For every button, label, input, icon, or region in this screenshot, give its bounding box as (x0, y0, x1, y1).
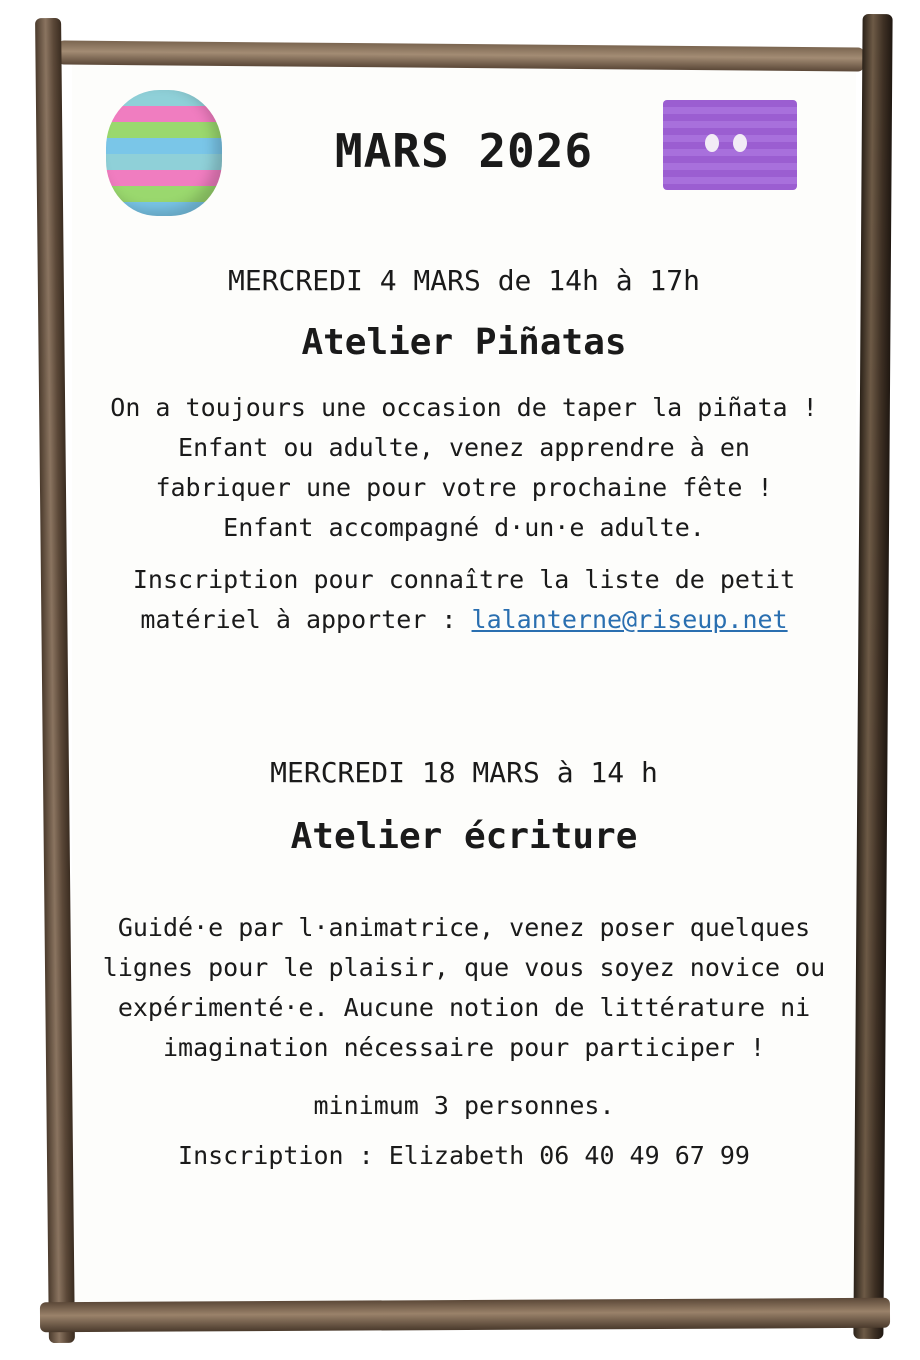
event1-description-line: On a toujours une occasion de taper la piñata ! (110, 393, 818, 422)
event1-title: Atelier Piñatas (301, 322, 627, 363)
event2-title: Atelier écriture (290, 816, 638, 857)
event1-description-line: Enfant accompagné d·un·e adulte. (223, 513, 705, 542)
event2-description (72, 908, 856, 1068)
event1-description-line: fabriquer une pour votre prochaine fête ! (155, 473, 773, 502)
wood-stick-bottom (40, 1298, 890, 1332)
event1-date: MERCREDI 4 MARS de 14h à 17h (227, 264, 700, 297)
event1-registration-prefix: matériel à apporter : (140, 605, 472, 634)
event1-registration (72, 560, 856, 640)
event2-date: MERCREDI 18 MARS à 14 h (270, 756, 658, 789)
email-link[interactable]: lalanterne@riseup.net (471, 605, 788, 634)
wood-stick-right (853, 14, 892, 1339)
event2-description-line: expérimenté·e. Aucune notion de littérature ni (117, 993, 811, 1022)
event2-description-line: imagination nécessaire pour participer ! (162, 1033, 766, 1062)
event1-registration-line2 (72, 600, 856, 640)
event2-description-line: lignes pour le plaisir, que vous soyez novice ou (102, 953, 826, 982)
event1-description-line: Enfant ou adulte, venez apprendre à en (178, 433, 750, 462)
event2-description-line: Guidé·e par l·animatrice, venez poser quelques (117, 913, 811, 942)
wood-stick-left (35, 18, 75, 1343)
event1-registration-line: Inscription pour connaître la liste de petit (132, 565, 796, 594)
event2-minimum: minimum 3 personnes. (313, 1091, 615, 1120)
page-title: MARS 2026 (334, 124, 594, 178)
event2-registration: Inscription : Elizabeth 06 40 49 67 99 (178, 1141, 750, 1170)
event1-description (72, 388, 856, 548)
